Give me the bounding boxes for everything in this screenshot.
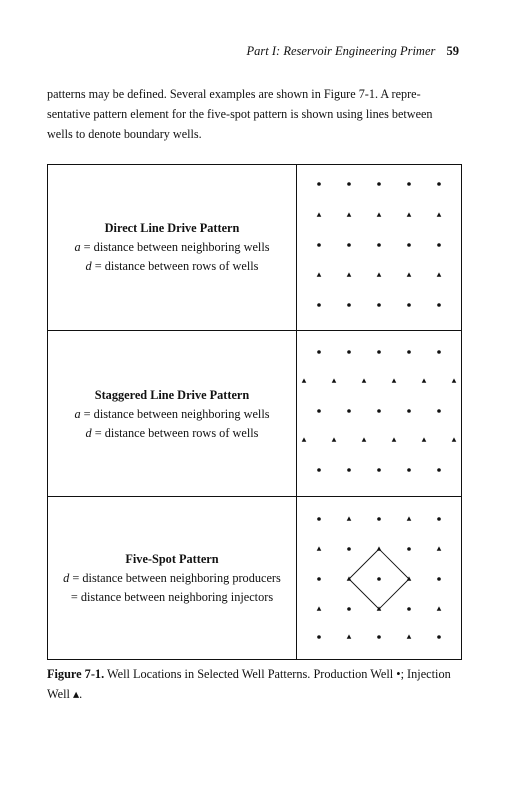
pattern-description	[48, 165, 297, 330]
pattern-boundary-line	[379, 549, 409, 579]
injection-well-symbol	[347, 634, 352, 638]
pattern-title: Direct Line Drive Pattern	[104, 221, 240, 235]
injection-well-symbol	[437, 546, 442, 550]
injection-well-symbol	[407, 272, 412, 276]
injection-well-symbol	[317, 606, 322, 610]
injection-well-symbol	[302, 378, 307, 382]
five-spot-row	[48, 496, 461, 660]
production-well-symbol	[347, 547, 351, 551]
production-well-symbol	[377, 635, 381, 639]
direct-line-drive-diagram	[297, 165, 461, 330]
injection-well-symbol	[392, 378, 397, 382]
injection-well-symbol	[362, 378, 367, 382]
injection-well-symbol	[302, 437, 307, 441]
injection-well-symbol	[437, 606, 442, 610]
production-well-symbol	[407, 607, 411, 611]
production-well-symbol	[377, 350, 381, 354]
production-well-symbol	[317, 243, 321, 247]
injection-well-symbol	[332, 378, 337, 382]
production-well-symbol	[317, 635, 321, 639]
definition-line: a = distance between neighboring wells	[74, 406, 270, 421]
injection-well-symbol	[332, 437, 337, 441]
production-well-symbol	[407, 350, 411, 354]
production-well-symbol	[317, 350, 321, 354]
production-well-symbol	[347, 243, 351, 247]
production-well-symbol	[407, 182, 411, 186]
injection-well-symbol	[407, 212, 412, 216]
page-number: 59	[446, 44, 459, 58]
production-well-symbol	[407, 547, 411, 551]
definition-line: d = distance between neighboring producers	[63, 571, 281, 585]
figure-number: Figure 7-1.	[47, 667, 105, 681]
production-well-symbol	[377, 303, 381, 307]
pattern-boundary-line	[349, 579, 379, 609]
injection-well-symbol	[347, 212, 352, 216]
caption-text: Well Locations in Selected Well Patterns. Production Well •; Injection Well ▴.	[47, 667, 451, 701]
injection-well-symbol	[317, 272, 322, 276]
staggered-line-drive-diagram	[297, 331, 461, 497]
well-pattern-figure	[47, 164, 462, 660]
five-spot-diagram	[297, 497, 461, 660]
production-well-symbol	[317, 303, 321, 307]
production-well-symbol	[347, 468, 351, 472]
production-well-symbol	[317, 182, 321, 186]
definition-line: a = distance between neighboring wells	[74, 240, 270, 254]
intro-paragraph	[47, 84, 462, 144]
page-header	[247, 44, 459, 59]
production-well-symbol	[407, 409, 411, 413]
injection-well-symbol	[407, 516, 412, 520]
figure-caption	[47, 664, 462, 704]
production-well-symbol	[377, 517, 381, 521]
definition-line: = distance between neighboring injectors	[70, 590, 274, 604]
injection-well-symbol	[437, 212, 442, 216]
production-well-symbol	[437, 577, 441, 581]
production-well-symbol	[347, 350, 351, 354]
injection-well-symbol	[377, 272, 382, 276]
injection-well-symbol	[437, 272, 442, 276]
production-well-symbol	[437, 409, 441, 413]
production-well-symbol	[317, 468, 321, 472]
production-well-symbol	[407, 303, 411, 307]
direct-line-drive-row	[48, 165, 461, 330]
production-well-symbol	[377, 468, 381, 472]
injection-well-symbol	[422, 437, 427, 441]
intro-line: wells to denote boundary wells.	[47, 127, 202, 141]
production-well-symbol	[377, 409, 381, 413]
production-well-symbol	[347, 303, 351, 307]
definition-line: d = distance between rows of wells	[85, 259, 259, 273]
intro-line: sentative pattern element for the five-spot pattern is shown using lines between	[47, 107, 433, 121]
injection-well-symbol	[317, 546, 322, 550]
production-well-symbol	[437, 182, 441, 186]
production-well-symbol	[437, 350, 441, 354]
production-well-symbol	[377, 182, 381, 186]
injection-well-symbol	[392, 437, 397, 441]
production-well-symbol	[377, 243, 381, 247]
production-well-symbol	[437, 468, 441, 472]
injection-well-symbol	[452, 378, 457, 382]
injection-well-symbol	[452, 437, 457, 441]
production-well-symbol	[347, 607, 351, 611]
production-well-symbol	[407, 243, 411, 247]
production-well-symbol	[437, 303, 441, 307]
staggered-line-drive-row	[48, 330, 461, 497]
injection-well-symbol	[347, 516, 352, 520]
injection-well-symbol	[407, 634, 412, 638]
pattern-description	[48, 331, 297, 497]
injection-well-symbol	[422, 378, 427, 382]
production-well-symbol	[437, 243, 441, 247]
pattern-title: Staggered Line Drive Pattern	[94, 387, 250, 402]
pattern-title: Five-Spot Pattern	[125, 552, 219, 566]
running-title: Part I: Reservoir Engineering Primer	[246, 44, 436, 58]
intro-line: patterns may be defined. Several examples are shown in Figure 7-1. A repre-	[47, 87, 421, 101]
injection-well-symbol	[377, 212, 382, 216]
production-well-symbol	[317, 517, 321, 521]
production-well-symbol	[317, 577, 321, 581]
production-well-symbol	[347, 182, 351, 186]
definition-line: d = distance between rows of wells	[85, 425, 259, 440]
production-well-symbol	[407, 468, 411, 472]
production-well-symbol	[437, 517, 441, 521]
production-well-symbol	[377, 577, 381, 581]
production-well-symbol	[347, 409, 351, 413]
pattern-boundary-line	[349, 549, 379, 579]
production-well-symbol	[317, 409, 321, 413]
injection-well-symbol	[317, 212, 322, 216]
pattern-boundary-line	[379, 579, 409, 609]
injection-well-symbol	[362, 437, 367, 441]
injection-well-symbol	[347, 272, 352, 276]
production-well-symbol	[437, 635, 441, 639]
pattern-description	[48, 497, 297, 660]
